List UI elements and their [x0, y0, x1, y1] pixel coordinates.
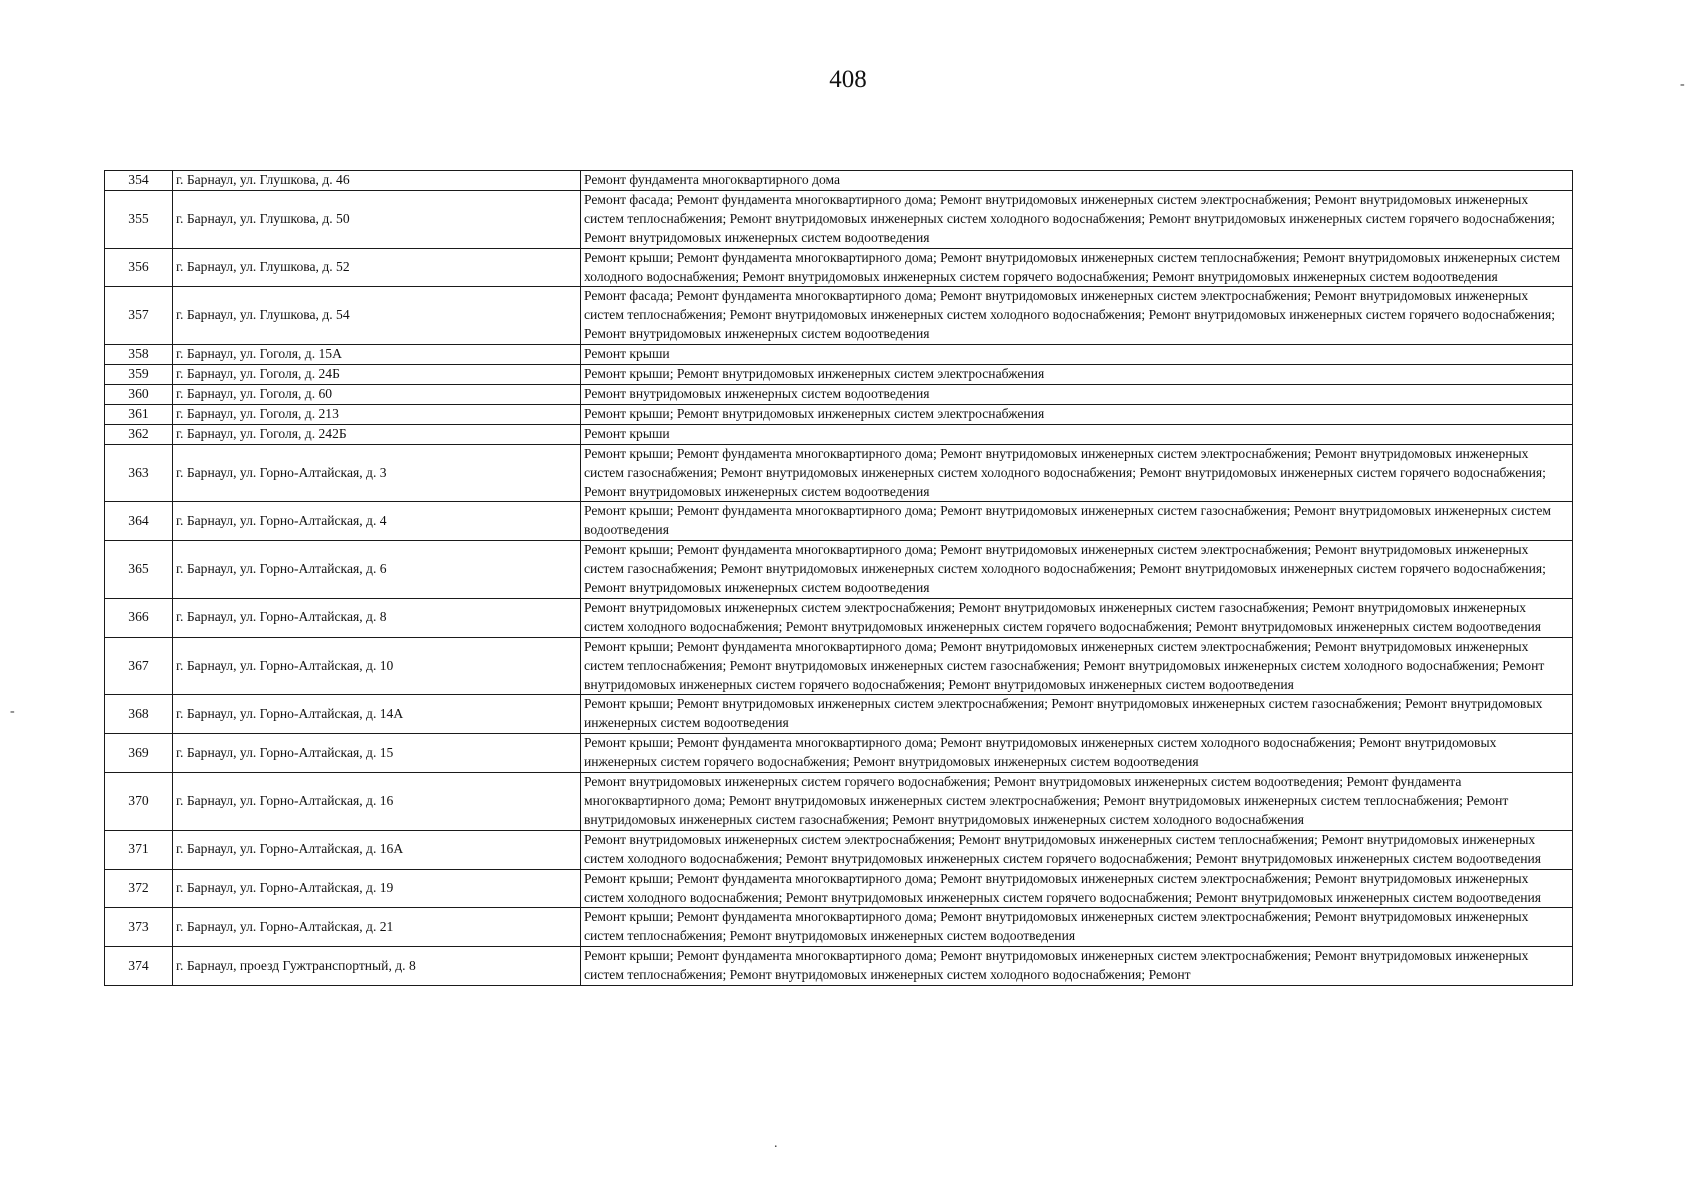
address-cell: г. Барнаул, ул. Гоголя, д. 15А	[173, 345, 581, 365]
works-cell: Ремонт внутридомовых инженерных систем водоотведения	[581, 384, 1573, 404]
address-cell: г. Барнаул, ул. Горно-Алтайская, д. 15	[173, 734, 581, 773]
repair-works-table	[104, 170, 1573, 986]
address-cell: г. Барнаул, ул. Горно-Алтайская, д. 6	[173, 541, 581, 599]
table-row	[105, 695, 1573, 734]
row-number-cell: 363	[105, 444, 173, 502]
address-cell: г. Барнаул, ул. Горно-Алтайская, д. 4	[173, 502, 581, 541]
address-cell: г. Барнаул, проезд Гужтранспортный, д. 8	[173, 947, 581, 986]
works-cell: Ремонт крыши; Ремонт фундамента многоквартирного дома; Ремонт внутридомовых инженерных систем электроснабжения; Ремонт внутридомовых инженерных систем газоснабжения; Ремонт внутридомовых инженерных систем холодного водоснабжения; Ремонт внутридомовых инженерных систем горячего водоснабжения; Ремонт внутридомовых инженерных систем водоотведения	[581, 541, 1573, 599]
works-cell: Ремонт крыши	[581, 424, 1573, 444]
scan-dash-mark: -	[1680, 77, 1685, 92]
row-number-cell: 372	[105, 869, 173, 908]
row-number-cell: 356	[105, 248, 173, 287]
row-number-cell: 370	[105, 773, 173, 831]
works-cell: Ремонт крыши; Ремонт фундамента многоквартирного дома; Ремонт внутридомовых инженерных систем электроснабжения; Ремонт внутридомовых инженерных систем теплоснабжения; Ремонт внутридомовых инженерных систем холодного водоснабжения; Ремонт	[581, 947, 1573, 986]
address-cell: г. Барнаул, ул. Гоголя, д. 213	[173, 404, 581, 424]
table-row	[105, 830, 1573, 869]
address-cell: г. Барнаул, ул. Гоголя, д. 24Б	[173, 365, 581, 385]
address-cell: г. Барнаул, ул. Горно-Алтайская, д. 16А	[173, 830, 581, 869]
scan-dot-mark: .	[774, 1136, 778, 1151]
address-cell: г. Барнаул, ул. Глушкова, д. 52	[173, 248, 581, 287]
address-cell: г. Барнаул, ул. Горно-Алтайская, д. 19	[173, 869, 581, 908]
row-number-cell: 374	[105, 947, 173, 986]
row-number-cell: 359	[105, 365, 173, 385]
works-cell: Ремонт крыши; Ремонт внутридомовых инженерных систем электроснабжения	[581, 404, 1573, 424]
works-cell: Ремонт фасада; Ремонт фундамента многоквартирного дома; Ремонт внутридомовых инженерных систем электроснабжения; Ремонт внутридомовых инженерных систем теплоснабжения; Ремонт внутридомовых инженерных систем холодного водоснабжения; Ремонт внутридомовых инженерных систем горячего водоснабжения; Ремонт внутридомовых инженерных систем водоотведения	[581, 190, 1573, 248]
address-cell: г. Барнаул, ул. Гоголя, д. 242Б	[173, 424, 581, 444]
row-number-cell: 360	[105, 384, 173, 404]
works-cell: Ремонт крыши; Ремонт фундамента многоквартирного дома; Ремонт внутридомовых инженерных систем электроснабжения; Ремонт внутридомовых инженерных систем теплоснабжения; Ремонт внутридомовых инженерных систем водоотведения	[581, 908, 1573, 947]
address-cell: г. Барнаул, ул. Глушкова, д. 46	[173, 171, 581, 191]
address-cell: г. Барнаул, ул. Глушкова, д. 50	[173, 190, 581, 248]
row-number-cell: 369	[105, 734, 173, 773]
works-cell: Ремонт крыши; Ремонт фундамента многоквартирного дома; Ремонт внутридомовых инженерных систем теплоснабжения; Ремонт внутридомовых инженерных систем холодного водоснабжения; Ремонт внутридомовых инженерных систем горячего водоснабжения; Ремонт внутридомовых инженерных систем водоотведения	[581, 248, 1573, 287]
row-number-cell: 371	[105, 830, 173, 869]
table-row	[105, 424, 1573, 444]
row-number-cell: 358	[105, 345, 173, 365]
row-number-cell: 355	[105, 190, 173, 248]
works-cell: Ремонт крыши	[581, 345, 1573, 365]
address-cell: г. Барнаул, ул. Глушкова, д. 54	[173, 287, 581, 345]
table-body	[105, 171, 1573, 986]
works-cell: Ремонт крыши; Ремонт фундамента многоквартирного дома; Ремонт внутридомовых инженерных систем электроснабжения; Ремонт внутридомовых инженерных систем холодного водоснабжения; Ремонт внутридомовых инженерных систем горячего водоснабжения; Ремонт внутридомовых инженерных систем водоотведения	[581, 869, 1573, 908]
address-cell: г. Барнаул, ул. Горно-Алтайская, д. 8	[173, 598, 581, 637]
table-row	[105, 947, 1573, 986]
works-cell: Ремонт внутридомовых инженерных систем электроснабжения; Ремонт внутридомовых инженерных систем теплоснабжения; Ремонт внутридомовых инженерных систем холодного водоснабжения; Ремонт внутридомовых инженерных систем горячего водоснабжения; Ремонт внутридомовых инженерных систем водоотведения	[581, 830, 1573, 869]
table-row	[105, 773, 1573, 831]
table-row	[105, 404, 1573, 424]
table-row	[105, 734, 1573, 773]
row-number-cell: 373	[105, 908, 173, 947]
address-cell: г. Барнаул, ул. Гоголя, д. 60	[173, 384, 581, 404]
address-cell: г. Барнаул, ул. Горно-Алтайская, д. 21	[173, 908, 581, 947]
row-number-cell: 365	[105, 541, 173, 599]
page-number: 408	[829, 66, 867, 93]
works-cell: Ремонт крыши; Ремонт внутридомовых инженерных систем электроснабжения	[581, 365, 1573, 385]
table-row	[105, 637, 1573, 695]
row-number-cell: 368	[105, 695, 173, 734]
table-row	[105, 598, 1573, 637]
table-row	[105, 541, 1573, 599]
table-row	[105, 384, 1573, 404]
row-number-cell: 367	[105, 637, 173, 695]
works-cell: Ремонт крыши; Ремонт фундамента многоквартирного дома; Ремонт внутридомовых инженерных систем электроснабжения; Ремонт внутридомовых инженерных систем теплоснабжения; Ремонт внутридомовых инженерных систем газоснабжения; Ремонт внутридомовых инженерных систем холодного водоснабжения; Ремонт внутридомовых инженерных систем горячего водоснабжения; Ремонт внутридомовых инженерных систем водоотведения	[581, 637, 1573, 695]
row-number-cell: 357	[105, 287, 173, 345]
works-cell: Ремонт крыши; Ремонт фундамента многоквартирного дома; Ремонт внутридомовых инженерных систем газоснабжения; Ремонт внутридомовых инженерных систем водоотведения	[581, 502, 1573, 541]
row-number-cell: 354	[105, 171, 173, 191]
row-number-cell: 361	[105, 404, 173, 424]
table-row	[105, 171, 1573, 191]
table-row	[105, 365, 1573, 385]
works-cell: Ремонт внутридомовых инженерных систем электроснабжения; Ремонт внутридомовых инженерных систем газоснабжения; Ремонт внутридомовых инженерных систем холодного водоснабжения; Ремонт внутридомовых инженерных систем горячего водоснабжения; Ремонт внутридомовых инженерных систем водоотведения	[581, 598, 1573, 637]
table-row	[105, 908, 1573, 947]
row-number-cell: 362	[105, 424, 173, 444]
address-cell: г. Барнаул, ул. Горно-Алтайская, д. 3	[173, 444, 581, 502]
row-number-cell: 366	[105, 598, 173, 637]
table-row	[105, 248, 1573, 287]
works-cell: Ремонт крыши; Ремонт внутридомовых инженерных систем электроснабжения; Ремонт внутридомовых инженерных систем газоснабжения; Ремонт внутридомовых инженерных систем водоотведения	[581, 695, 1573, 734]
works-cell: Ремонт внутридомовых инженерных систем горячего водоснабжения; Ремонт внутридомовых инженерных систем водоотведения; Ремонт фундамента многоквартирного дома; Ремонт внутридомовых инженерных систем электроснабжения; Ремонт внутридомовых инженерных систем теплоснабжения; Ремонт внутридомовых инженерных систем газоснабжения; Ремонт внутридомовых инженерных систем холодного водоснабжения	[581, 773, 1573, 831]
address-cell: г. Барнаул, ул. Горно-Алтайская, д. 10	[173, 637, 581, 695]
table-row	[105, 345, 1573, 365]
works-cell: Ремонт крыши; Ремонт фундамента многоквартирного дома; Ремонт внутридомовых инженерных систем холодного водоснабжения; Ремонт внутридомовых инженерных систем горячего водоснабжения; Ремонт внутридомовых инженерных систем водоотведения	[581, 734, 1573, 773]
table-row	[105, 502, 1573, 541]
address-cell: г. Барнаул, ул. Горно-Алтайская, д. 14А	[173, 695, 581, 734]
works-cell: Ремонт фасада; Ремонт фундамента многоквартирного дома; Ремонт внутридомовых инженерных систем электроснабжения; Ремонт внутридомовых инженерных систем теплоснабжения; Ремонт внутридомовых инженерных систем холодного водоснабжения; Ремонт внутридомовых инженерных систем горячего водоснабжения; Ремонт внутридомовых инженерных систем водоотведения	[581, 287, 1573, 345]
table-row	[105, 869, 1573, 908]
scan-dash-mark: -	[10, 704, 15, 719]
works-cell: Ремонт крыши; Ремонт фундамента многоквартирного дома; Ремонт внутридомовых инженерных систем электроснабжения; Ремонт внутридомовых инженерных систем газоснабжения; Ремонт внутридомовых инженерных систем холодного водоснабжения; Ремонт внутридомовых инженерных систем горячего водоснабжения; Ремонт внутридомовых инженерных систем водоотведения	[581, 444, 1573, 502]
table-row	[105, 287, 1573, 345]
row-number-cell: 364	[105, 502, 173, 541]
works-cell: Ремонт фундамента многоквартирного дома	[581, 171, 1573, 191]
address-cell: г. Барнаул, ул. Горно-Алтайская, д. 16	[173, 773, 581, 831]
table-row	[105, 190, 1573, 248]
table-row	[105, 444, 1573, 502]
